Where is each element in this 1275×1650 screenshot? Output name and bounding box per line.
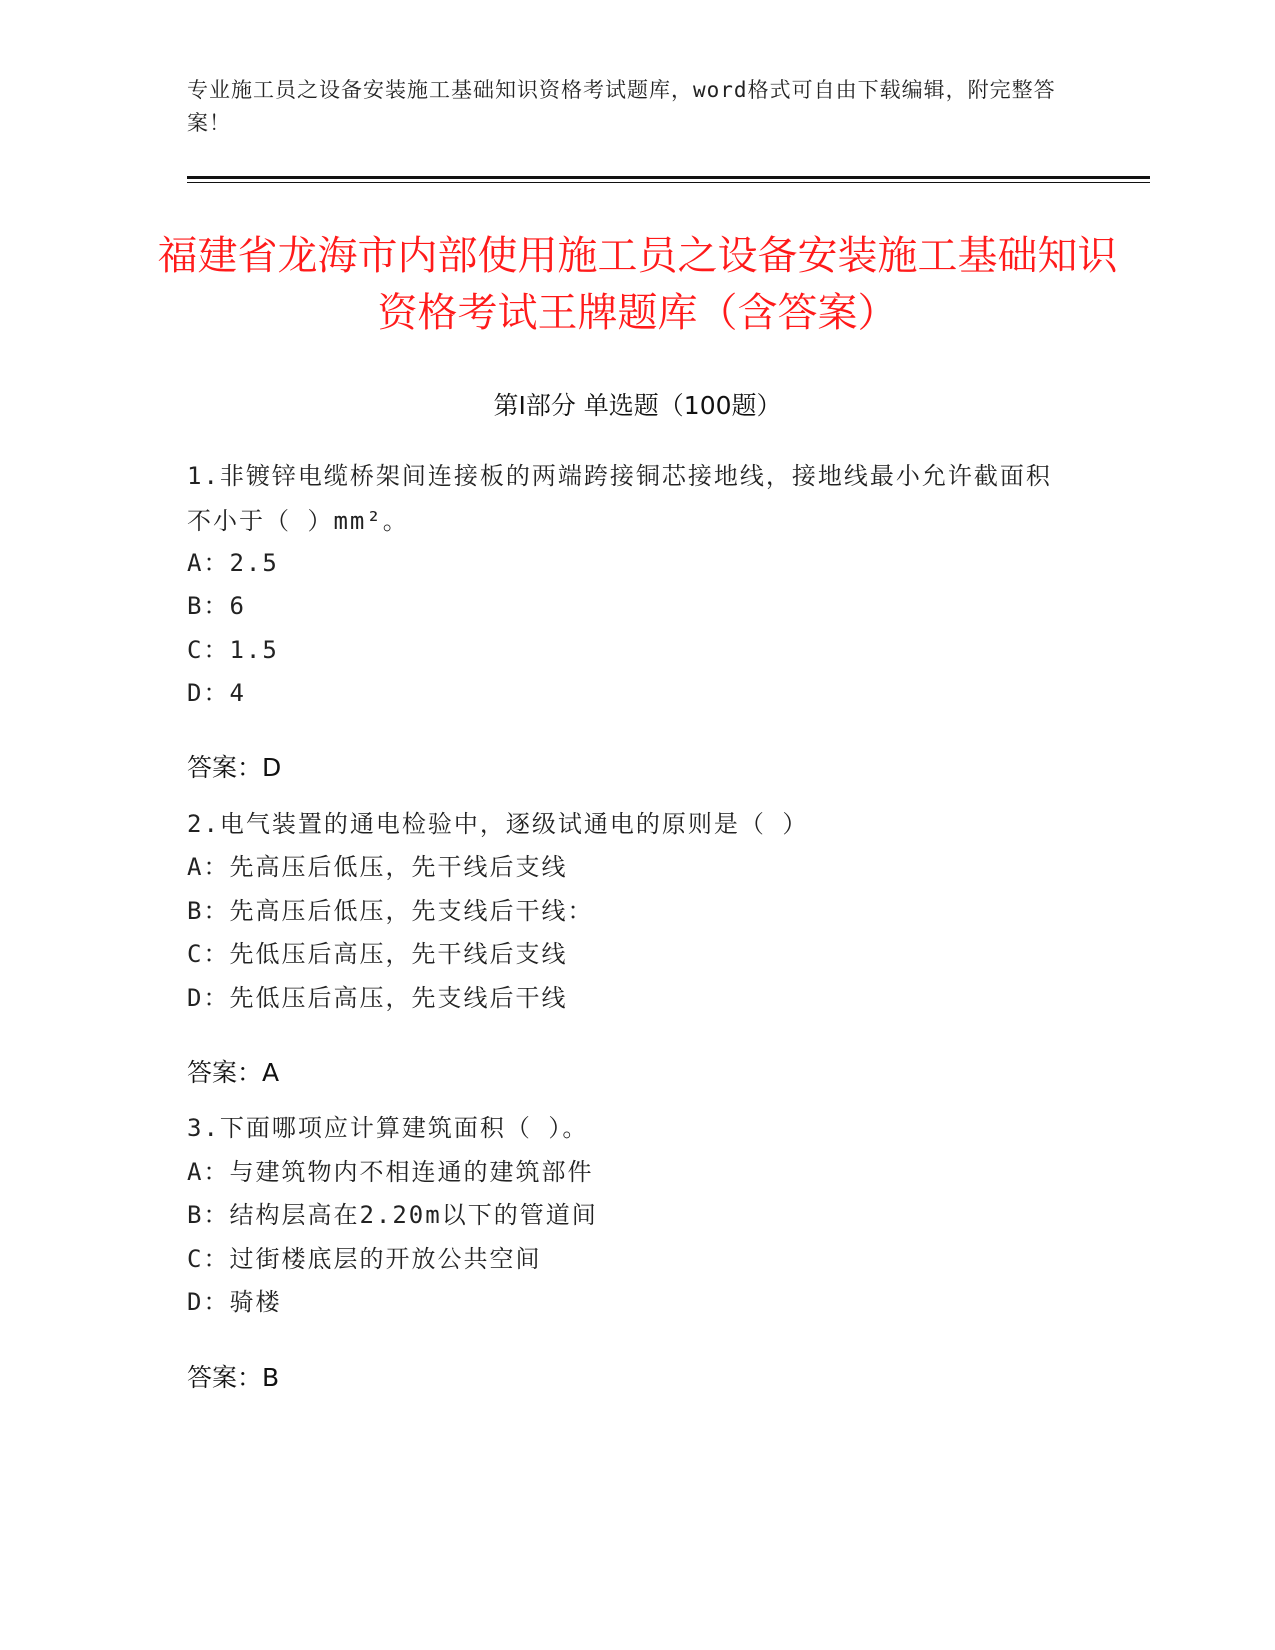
question-1-option-c: C：1.5 <box>187 636 279 664</box>
header-divider-thin <box>187 182 1150 183</box>
header-note: 专业施工员之设备安装施工基础知识资格考试题库，word格式可自由下载编辑，附完整答案！ <box>187 78 1056 135</box>
question-2-answer: 答案：A <box>187 1058 280 1087</box>
question-3-text: 3.下面哪项应计算建筑面积（ ）。 <box>187 1114 589 1142</box>
question-3-option-a: A：与建筑物内不相连通的建筑部件 <box>187 1158 594 1186</box>
question-3-answer: 答案：B <box>187 1363 280 1392</box>
question-3-option-b: B：结构层高在2.20m以下的管道间 <box>187 1201 598 1229</box>
section-title: 第I部分 单选题（100题） <box>493 391 782 420</box>
question-1-option-d: D：4 <box>187 679 246 707</box>
question-1-option-b: B：6 <box>187 592 246 620</box>
question-1-option-a: A：2.5 <box>187 549 279 577</box>
question-2-text: 2.电气装置的通电检验中，逐级试通电的原则是（ ） <box>187 810 809 838</box>
question-2-option-d: D：先低压后高压，先支线后干线 <box>187 984 568 1012</box>
header-divider-thick <box>187 176 1150 179</box>
question-1-text: 1.非镀锌电缆桥架间连接板的两端跨接铜芯接地线，接地线最小允许截面积不小于（ ）mm²。 <box>187 462 1052 535</box>
question-2-option-a: A：先高压后低压，先干线后支线 <box>187 853 568 881</box>
question-3-option-d: D：骑楼 <box>187 1288 282 1316</box>
question-3-option-c: C：过街楼底层的开放公共空间 <box>187 1245 542 1273</box>
question-2-option-b: B：先高压后低压，先支线后干线： <box>187 897 594 925</box>
document-title: 福建省龙海市内部使用施工员之设备安装施工基础知识资格考试王牌题库（含答案） <box>157 233 1118 336</box>
question-1-answer: 答案：D <box>187 753 282 782</box>
question-2-option-c: C：先低压后高压，先干线后支线 <box>187 940 568 968</box>
